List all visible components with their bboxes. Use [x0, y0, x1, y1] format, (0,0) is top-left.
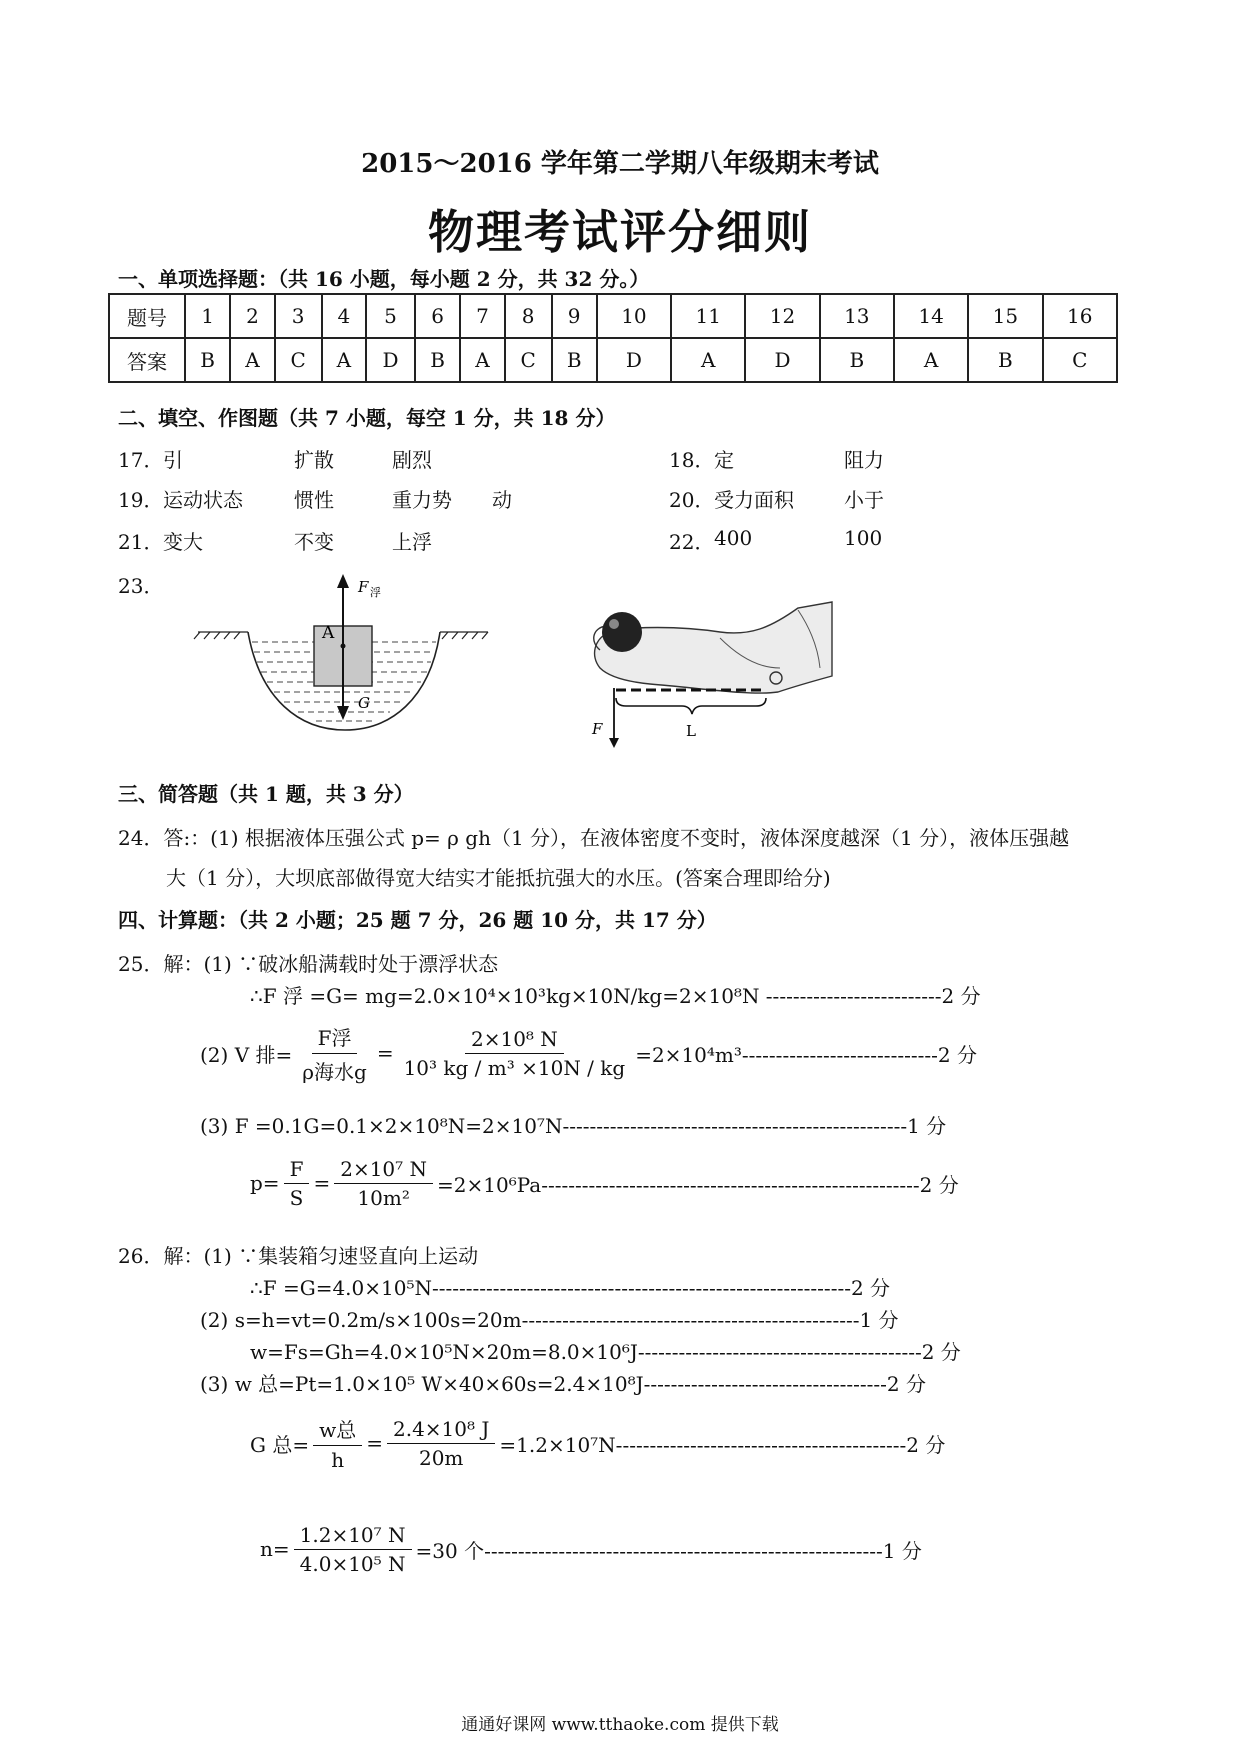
- q19-answer: 动: [492, 488, 512, 512]
- forearm-lever-figure: [570, 598, 840, 748]
- formula-prefix: p=: [250, 1171, 280, 1195]
- answer-cell: B: [820, 338, 894, 382]
- question-number-cell: 2: [230, 294, 275, 338]
- q18-answer: 阻力: [844, 448, 884, 472]
- q25-formula-pressure: [250, 1150, 959, 1216]
- section1-heading: 一、单项选择题：（共 16 小题，每小题 2 分，共 32 分。）: [118, 267, 650, 291]
- question-number-cell: 9: [552, 294, 597, 338]
- denominator: 10m²: [357, 1185, 410, 1210]
- answer-cell: D: [597, 338, 671, 382]
- q17-answer: 剧烈: [392, 448, 432, 472]
- denominator: h: [331, 1448, 345, 1472]
- fraction: [284, 1157, 310, 1210]
- section2-heading: 二、填空、作图题（共 7 小题，每空 1 分，共 18 分）: [118, 406, 616, 430]
- row-label: 答案: [109, 338, 185, 382]
- arrow-up-icon: [337, 574, 349, 588]
- exam-title: 2015～2016 学年第二学期八年级期末考试: [361, 149, 879, 179]
- fraction: [398, 1027, 632, 1080]
- gravity-label: G: [358, 694, 370, 712]
- fraction: [294, 1523, 412, 1576]
- numerator: 2×10⁷ N: [334, 1157, 433, 1184]
- question-number-cell: 16: [1043, 294, 1117, 338]
- answer-cell: A: [460, 338, 505, 382]
- question-number-cell: 8: [505, 294, 552, 338]
- q24-answer-line2: 大（1 分），大坝底部做得宽大结实才能抵抗强大的水压。(答案合理即给分): [166, 866, 831, 890]
- equals-sign: =: [366, 1431, 383, 1455]
- question-number-cell: 14: [894, 294, 968, 338]
- q22-answer: 100: [844, 526, 883, 550]
- fraction: [387, 1417, 495, 1470]
- q26-line: (3) w 总=Pt=1.0×10⁵ W×40×60s=2.4×10⁸J------------------------------------2 分: [200, 1372, 926, 1396]
- answer-cell: A: [230, 338, 275, 382]
- question-number-cell: 13: [820, 294, 894, 338]
- q19-answer: 惯性: [294, 488, 334, 512]
- q21-answer: 上浮: [392, 530, 432, 554]
- answer-cell: B: [968, 338, 1042, 382]
- formula-suffix: =30 个-----------------------------------------------------------1 分: [415, 1538, 922, 1563]
- q25-formula-volume: [200, 1020, 977, 1086]
- q19-answer: 运动状态: [163, 488, 243, 512]
- answer-cell: A: [671, 338, 745, 382]
- question-number-cell: 12: [745, 294, 819, 338]
- formula-suffix: =2×10⁶Pa--------------------------------------------------------2 分: [437, 1172, 959, 1197]
- q26-line: 26．解：(1) ∵集装箱匀速竖直向上运动: [118, 1244, 479, 1268]
- question-number-row: [109, 294, 1117, 338]
- answer-cell: B: [415, 338, 460, 382]
- q18-number: 18．: [669, 448, 715, 472]
- formula-prefix: n=: [260, 1537, 290, 1561]
- denominator: S: [289, 1185, 304, 1210]
- question-number-cell: 1: [185, 294, 230, 338]
- q20-answer: 受力面积: [714, 488, 794, 512]
- section3-heading: 三、简答题（共 1 题，共 3 分）: [118, 782, 414, 806]
- buoyancy-figure: [190, 570, 500, 750]
- q20-number: 20．: [669, 488, 715, 512]
- question-number-cell: 7: [460, 294, 505, 338]
- answer-table: [108, 293, 1118, 383]
- numerator: 1.2×10⁷ N: [294, 1523, 412, 1550]
- buoyant-force-label: F: [358, 578, 369, 596]
- fraction: [334, 1157, 433, 1210]
- force-label: F: [592, 720, 603, 738]
- answer-cell: A: [322, 338, 367, 382]
- answer-cell: B: [552, 338, 597, 382]
- q26-formula-count: [260, 1516, 922, 1582]
- q26-line: w=Fs=Gh=4.0×10⁵N×20m=8.0×10⁶J------------------------------------------2 分: [250, 1340, 961, 1364]
- question-number-cell: 15: [968, 294, 1042, 338]
- numerator: F: [284, 1157, 310, 1184]
- q26-line: ∴F =G=4.0×10⁵N--------------------------------------------------------------2 分: [250, 1276, 891, 1300]
- answer-cell: B: [185, 338, 230, 382]
- q19-answer: 重力势: [392, 488, 452, 512]
- question-number-cell: 3: [275, 294, 322, 338]
- q17-number: 17．: [118, 448, 164, 472]
- q19-number: 19．: [118, 488, 164, 512]
- q25-line: (3) F =0.1G=0.1×2×10⁸N=2×10⁷N---------------------------------------------------1 分: [200, 1114, 947, 1138]
- q26-line: (2) s=h=vt=0.2m/s×100s=20m--------------------------------------------------1 分: [200, 1308, 899, 1332]
- answer-cell: A: [894, 338, 968, 382]
- question-number-cell: 5: [366, 294, 415, 338]
- numerator: F浮: [312, 1022, 358, 1054]
- answer-cell: C: [1043, 338, 1117, 382]
- formula-suffix: =1.2×10⁷N-------------------------------------------2 分: [499, 1432, 946, 1457]
- q17-answer: 引: [163, 448, 183, 472]
- lever-arm-brace: [616, 698, 766, 714]
- q20-answer: 小于: [844, 488, 884, 512]
- q23-number: 23．: [118, 574, 164, 598]
- q25-line: 25．解：(1) ∵破冰船满载时处于漂浮状态: [118, 952, 499, 976]
- question-number-cell: 11: [671, 294, 745, 338]
- denominator: 4.0×10⁵ N: [299, 1551, 406, 1576]
- document-title: 物理考试评分细则: [428, 205, 812, 259]
- section4-heading: 四、计算题：（共 2 小题；25 题 7 分，26 题 10 分，共 17 分）: [118, 908, 717, 932]
- denominator: 20m: [418, 1445, 464, 1470]
- block-label: A: [322, 623, 335, 643]
- formula-prefix: G 总=: [250, 1432, 310, 1457]
- q21-number: 21．: [118, 530, 164, 554]
- row-label: 题号: [109, 294, 185, 338]
- formula-prefix: (2) V 排=: [200, 1042, 293, 1067]
- q22-number: 22．: [669, 530, 715, 554]
- arrow-down-icon: [609, 738, 619, 748]
- formula-suffix: =2×10⁴m³-----------------------------2 分: [635, 1042, 977, 1067]
- answer-cell: D: [366, 338, 415, 382]
- lever-arm-label: L: [686, 722, 696, 740]
- q24-answer-line1: 24．答:：(1) 根据液体压强公式 p= ρ gh（1 分），在液体密度不变时，液体深度越深（1 分），液体压强越: [118, 826, 1070, 850]
- buoyant-force-subscript: 浮: [370, 586, 381, 599]
- answer-cell: D: [745, 338, 819, 382]
- question-number-cell: 6: [415, 294, 460, 338]
- fraction: [296, 1022, 373, 1085]
- question-number-cell: 10: [597, 294, 671, 338]
- equals-sign: =: [313, 1171, 331, 1195]
- denominator: ρ海水g: [302, 1059, 367, 1084]
- numerator: 2.4×10⁸ J: [387, 1417, 495, 1444]
- q18-answer: 定: [714, 448, 734, 472]
- q17-answer: 扩散: [294, 448, 334, 472]
- arrow-down-icon: [337, 706, 349, 720]
- answer-cell: C: [275, 338, 322, 382]
- q26-formula-weight: [250, 1410, 945, 1476]
- footer-credit: 通通好课网 www.tthaoke.com 提供下载: [461, 1715, 779, 1735]
- ball-icon: [602, 612, 642, 652]
- q21-answer: 变大: [163, 530, 203, 554]
- q22-answer: 400: [714, 526, 753, 550]
- equals-sign: =: [376, 1041, 394, 1065]
- numerator: 2×10⁸ N: [465, 1027, 564, 1054]
- answer-cell: C: [505, 338, 552, 382]
- fraction: [313, 1414, 362, 1472]
- q21-answer: 不变: [294, 530, 334, 554]
- denominator: 10³ kg / m³ ×10N / kg: [403, 1055, 626, 1080]
- numerator: w总: [313, 1414, 362, 1446]
- question-number-cell: 4: [322, 294, 367, 338]
- q25-line: ∴F 浮 =G= mg=2.0×10⁴×10³kg×10N/kg=2×10⁸N --------------------------2 分: [250, 984, 981, 1008]
- answer-row: [109, 338, 1117, 382]
